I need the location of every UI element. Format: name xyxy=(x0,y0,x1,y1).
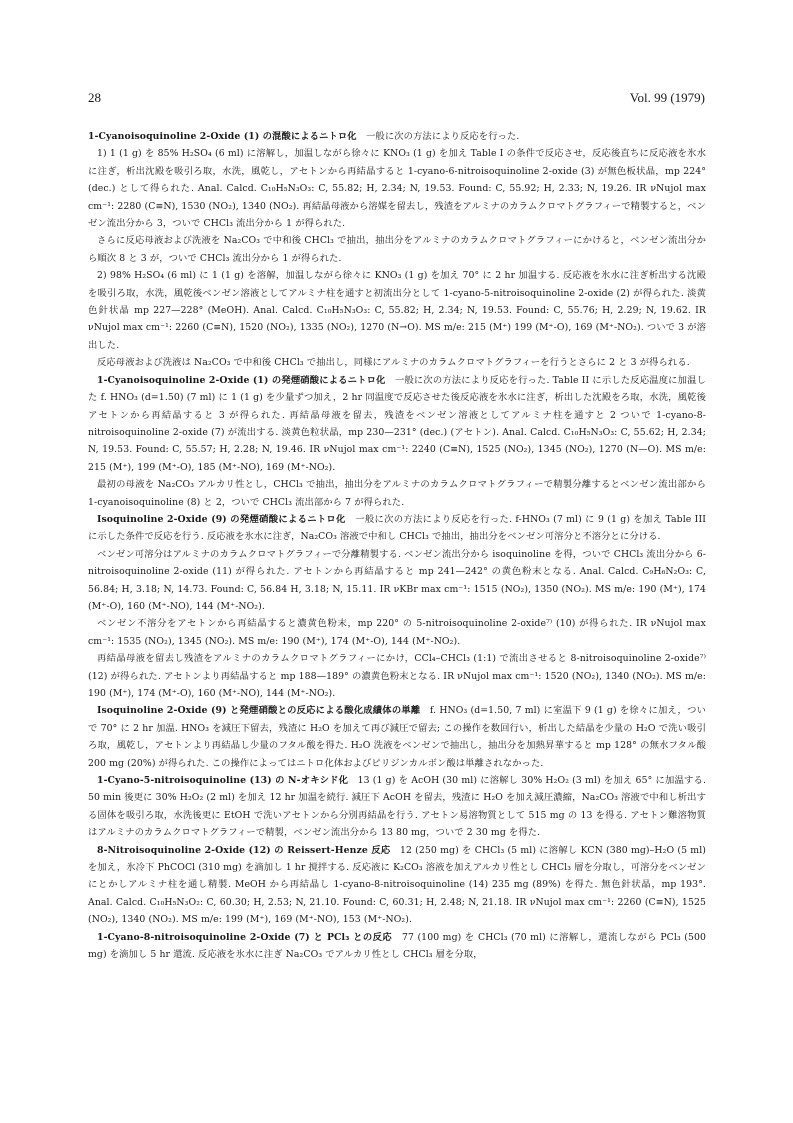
paragraph xyxy=(88,546,706,616)
paragraph-text: 一般に次の方法により反応を行った. xyxy=(356,131,520,142)
experimental-section xyxy=(88,128,706,1116)
paragraph-title: 1-Cyano-8-nitroisoquinoline 2-Oxide (7) と PCl₃ との反応 xyxy=(97,931,393,943)
paragraph xyxy=(88,267,706,354)
paragraph-text: 一般に次の方法により反応を行った. Table II に示した反応温度に加温した f. HNO₃ (d=1.50) (7 ml) に 1 (1 g) を少量ずつ加え，2 hr 同温度で反応させた後反応液を氷水に注ぎ，析出した沈殿をろ取，水洗，風乾後アセトンから再結晶すると 3 が得られた. 再結晶母液を留去，残渣をベンゼン溶液としてアルミナ柱を通すと 2 ついで 1-cyano-8-nitroisoquinoline 2-oxide (7) が流出する. 淡黄色粒状晶，mp 230—231° (dec.) (アセトン). Anal. Calcd. C₁₀H₅N₃O₃: C, 55.62; H, 2.34; N, 19.53. Found: C, 55.57; H, 2.28; N, 19.46. IR νNujol max cm⁻¹: 2240 (C≡N), 1525 (NO₂), 1345 (NO₂), 1270 (N—O). MS m/e: 215 (M⁺), 199 (M⁺-O), 185 (M⁺-NO), 169 (M⁺-NO₂). xyxy=(88,374,706,473)
paragraph-text: 反応母液および洗液は Na₂CO₃ で中和後 CHCl₃ で抽出し，同様にアルミナのカラムクロマトグラフィーを行うとさらに 2 と 3 が得られる. xyxy=(97,357,690,369)
paragraph-title: 8-Nitroisoquinoline 2-Oxide (12) の Reissert-Henze 反応 xyxy=(97,844,391,856)
paragraph xyxy=(88,232,706,267)
volume-label: Vol. 99 (1979) xyxy=(629,90,705,105)
paragraph-text: ベンゼン不溶分をアセトンから再結晶すると濃黄色粉末，mp 220° の 5-nitroisoquinoline 2-oxide⁷⁾ (10) が得られた. IR νNujol max cm⁻¹: 1535 (NO₂), 1345 (NO₂). MS m/e: 190 (M⁺), 174 (M⁺-O), 144 (M⁺-NO₂). xyxy=(88,618,706,647)
paragraph xyxy=(88,354,706,371)
paragraph xyxy=(88,476,706,511)
paragraph xyxy=(88,929,706,964)
paragraph-title: 1-Cyanoisoquinoline 2-Oxide (1) の混酸によるニトロ化 xyxy=(88,131,357,142)
paragraph xyxy=(88,650,706,702)
paragraph-text: 13 (1 g) を AcOH (30 ml) に溶解し 30% H₂O₂ (3 ml) を加え 65° に加温する. 50 min 後更に 30% H₂O₂ (2 ml) を加え 12 hr 加温を続行. 減圧下 AcOH を留去，残渣に H₂O を加え減圧濃縮，Na₂CO₃ 溶液で中和し析出する固体を吸引ろ取，水洗後更に EtOH で洗いアセトンから分別再結晶を行う. アセトン易溶物質として 515 mg の 13 を得る. アセトン難溶物質はアルミナのカラムクロマトグラフィーで精製，ベンゼン流出分から 13 80 mg，ついで 2 30 mg を得た. xyxy=(88,775,706,839)
paragraph-text: f. HNO₃ (d=1.50, 7 ml) に室温下 9 (1 g) を徐々に加え，ついで 70° に 2 hr 加温. HNO₃ を減圧下留去，残渣に H₂O を加えて再び減圧で留去; この操作を数回行い，析出した結晶を少量の H₂O で洗い吸引ろ取，風乾し，アセトンより再結晶し少量のフタル酸を得た. H₂O 洗液をベンゼンで抽出し，抽出分を加熱昇華すると mp 128° の無水フタル酸 200 mg (20%) が得られた. この操作によってはニトロ化体およびピリジンカルボン酸は単離されなかった. xyxy=(88,705,706,769)
paragraph-title: Isoquinoline 2-Oxide (9) の発煙硝酸によるニトロ化 xyxy=(97,513,346,525)
paragraph xyxy=(88,511,706,546)
paragraph-text: 2) 98% H₂SO₄ (6 ml) に 1 (1 g) を溶解，加温しながら徐々に KNO₃ (1 g) を加え 70° に 2 hr 加温する. 反応液を氷水に注ぎ析出する沈殿を吸引ろ取，水洗，風乾後ベンゼン溶液としてアルミナ柱を通すと初流出分として 1-cyano-5-nitroisoquinoline 2-oxide (2) が得られた. 淡黄色針状晶 mp 227—228° (MeOH). Anal. Calcd. C₁₀H₅N₃O₃: C, 55.82; H, 2.34; N, 19.53. Found: C, 55.76; H, 2.29; N, 19.62. IR νNujol max cm⁻¹: 2260 (C≡N), 1520 (NO₂), 1335 (NO₂), 1270 (N→O). MS m/e: 215 (M⁺) 199 (M⁺-O), 169 (M⁺-NO₂). ついで 3 が溶出した. xyxy=(88,270,706,351)
paragraph-text: さらに反応母液および洗液を Na₂CO₃ で中和後 CHCl₃ で抽出，抽出分をアルミナのカラムクロマトグラフィーにかけると，ベンゼン流出分から順次 8 と 3 が，ついで CHCl₃ 流出分から 1 が得られた. xyxy=(88,235,706,264)
page-number: 28 xyxy=(88,90,101,105)
paragraph xyxy=(88,372,706,476)
paragraph xyxy=(88,128,706,145)
paragraph-title: 1-Cyanoisoquinoline 2-Oxide (1) の発煙硝酸によるニトロ化 xyxy=(97,374,386,386)
paragraph-text: 一般に次の方法により反応を行った. f-HNO₃ (7 ml) に 9 (1 g) を加え Table III に示した条件で反応を行う. 反応液を氷水に注ぎ，Na₂CO₃ 溶液で中和し CHCl₃ で抽出，抽出分をベンゼン可溶分と不溶分とに分ける. xyxy=(88,513,706,543)
paragraph-text: ベンゼン可溶分はアルミナのカラムクロマトグラフィーで分離精製する. ベンゼン流出分から isoquinoline を得，ついで CHCl₃ 流出分から 6-nitroisoquinoline 2-oxide (11) が得られた. アセトンから再結晶すると mp 241—242° の黄色粉末となる. Anal. Calcd. C₉H₆N₂O₃: C, 56.84; H, 3.18; N, 14.73. Found: C, 56.84 H, 3.18; N, 15.11. IR νKBr max cm⁻¹: 1515 (NO₂), 1350 (NO₂). MS m/e: 190 (M⁺), 174 (M⁺-O), 160 (M⁺-NO), 144 (M⁺-NO₂). xyxy=(88,548,706,612)
paragraph-text: 12 (250 mg) を CHCl₃ (5 ml) に溶解し KCN (380 mg)–H₂O (5 ml) を加え，氷冷下 PhCOCl (310 mg) を滴加し 1 hr 撹拌する. 反応液に K₂CO₃ 溶液を加えアルカリ性とし CHCl₃ 層を分取し，可溶分をベンゼンにとかしアルミナ柱を通し精製. MeOH から再結晶し 1-cyano-8-nitroisoquinoline (14) 235 mg (89%) を得た. 無色針状晶，mp 193°. Anal. Calcd. C₁₀H₅N₃O₂: C, 60.30; H, 2.53; N, 21.10. Found: C, 60.31; H, 2.48; N, 21.18. IR νNujol max cm⁻¹: 2260 (C≡N), 1525 (NO₂), 1340 (NO₂). MS m/e: 199 (M⁺), 169 (M⁺-NO), 153 (M⁺-NO₂). xyxy=(88,844,706,926)
paragraph xyxy=(88,702,706,772)
page-header xyxy=(88,90,705,106)
paragraph-text: 77 (100 mg) を CHCl₃ (70 ml) に溶解し，還流しながら PCl₃ (500 mg) を滴加し 5 hr 還流. 反応液を氷水に注ぎ Na₂CO₃ でアルカリ性とし CHCl₃ 層を分取， xyxy=(88,931,706,961)
paragraph xyxy=(88,842,706,929)
paragraph xyxy=(88,772,706,842)
paragraph xyxy=(88,145,706,232)
paragraph xyxy=(88,615,706,650)
paragraph-text: 1) 1 (1 g) を 85% H₂SO₄ (6 ml) に溶解し，加温しながら徐々に KNO₃ (1 g) を加え Table I の条件で反応させ，反応後直ちに反応液を氷水に注ぎ，析出沈殿を吸引ろ取，水洗，風乾し，アセトンから再結晶すると 1-cyano-6-nitroisoquinoline 2-oxide (3) が無色板状晶，mp 224° (dec.) として得られた. Anal. Calcd. C₁₀H₅N₃O₃: C, 55.82; H, 2.34; N, 19.53. Found: C, 55.92; H, 2.33; N, 19.26. IR νNujol max cm⁻¹: 2280 (C≡N), 1530 (NO₂), 1340 (NO₂). 再結晶母液から溶媒を留去し，残渣をアルミナのカラムクロマトグラフィーで精製すると，ベンゼン流出分から 3，ついで CHCl₃ 流出分から 1 が得られた. xyxy=(88,148,706,230)
paragraph-text: 最初の母液を Na₂CO₃ アルカリ性とし，CHCl₃ で抽出，抽出分をアルミナのカラムクロマトグラフィーで精製分離するとベンゼン流出部から 1-cyanoisoquinoline (8) と 2，ついで CHCl₃ 流出部から 7 が得られた. xyxy=(88,479,706,508)
paragraph-title: 1-Cyano-5-nitroisoquinoline (13) の N-オキシド化 xyxy=(97,775,349,787)
paragraph-text: 再結晶母液を留去し残渣をアルミナのカラムクロマトグラフィーにかけ，CCl₄–CHCl₃ (1:1) で流出させると 8-nitroisoquinoline 2-oxide⁷⁾ (12) が得られた. アセトンより再結晶すると mp 188—189° の濃黄色粉末となる. IR νNujol max cm⁻¹: 1520 (NO₂), 1340 (NO₂). MS m/e: 190 (M⁺), 174 (M⁺-O), 160 (M⁺-NO), 144 (M⁺-NO₂). xyxy=(88,653,706,699)
paragraph-title: Isoquinoline 2-Oxide (9) と発煙硝酸との反応による酸化成績体の単離 xyxy=(97,705,421,717)
